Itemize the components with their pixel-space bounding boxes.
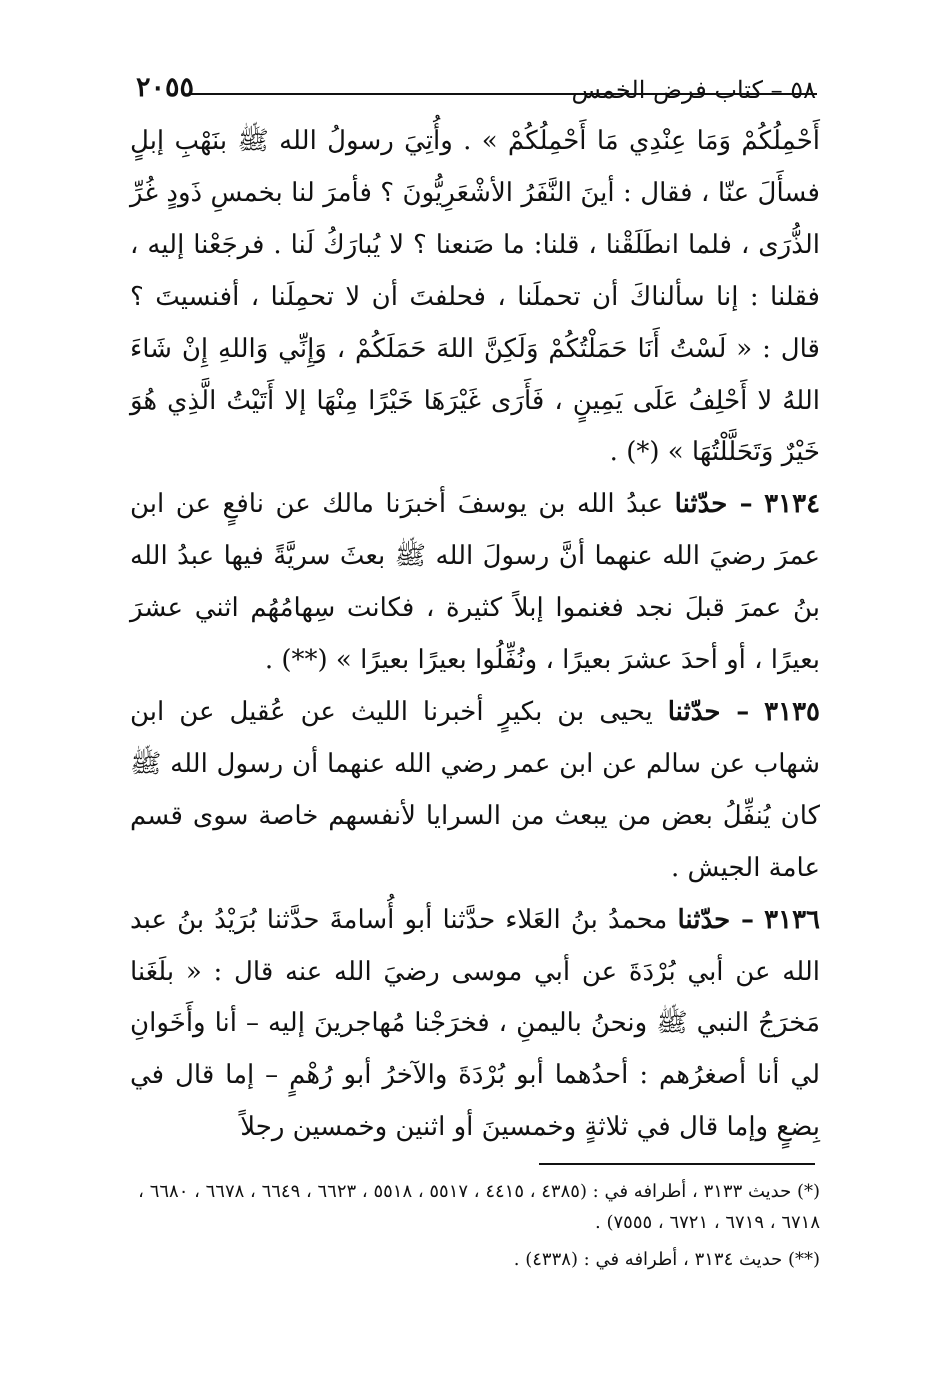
hadith-text: محمدُ بنُ العَلاء حدَّثنا أبو أُسامةَ حدَّثنا بُرَيْدُ بنُ عبد الله عن أبي بُرْدَةَ عن أبي موسى رضيَ الله عنه قال : « بلَغَنا مَخرَجُ النبي ﷺ ونحنُ باليمنِ ، فخرَجْنا مُهاجرينَ إليه – أنا وأَخَوانِ لي أنا أصغرُهم : أحدُهما أبو بُرْدَةَ والآخرُ أبو رُهْمٍ – إما قال في بِضعٍ وإما قال في ثلاثةٍ وخمسينَ أو اثنين وخمسين رجلاً: [130, 904, 820, 1143]
hadith-text: عبدُ الله بن يوسفَ أخبرَنا مالك عن نافعٍ عن ابن عمرَ رضيَ الله عنهما أنَّ رسولَ الله ﷺ بعثَ سريَّةً فيها عبدُ الله بنُ عمرَ قبلَ نجد فغنموا إبلاً كثيرة ، فكانت سِهامُهُم اثني عشرَ بعيرًا ، أو أحدَ عشرَ بعيرًا ، ونُفِّلُوا بعيرًا بعيرًا » (**) .: [130, 489, 820, 676]
footnote-2: (**) حديث ٣١٣٤ ، أطرافه في : (٤٣٣٨) .: [513, 1249, 820, 1270]
continued-paragraph: أَحْمِلُكُمْ وَمَا عِنْدِي مَا أَحْمِلُكُمْ » . وأُتِيَ رسولُ الله ﷺ بنَهْبِ إبلٍ فسأَلَ عنّا ، فقال : أينَ النَّفَرُ الأشْعَرِيُّونَ ؟ فأمرَ لنا بخمسِ ذَودٍ غُرِّ الذُّرَى ، فلما انطَلَقْنا ، قلنا: ما صَنعنا ؟ لا يُبارَكُ لَنا . فرجَعْنا إليه ، فقلنا : إنا سألناكَ أن تحملَنا ، فحلفتَ أن لا تحمِلَنا ، أفنسيتَ ؟ قال : « لَسْتُ أَنَا حَمَلْتُكُمْ وَلَكِنَّ اللهَ حَمَلَكُمْ ، وَإِنِّي وَاللهِ إِنْ شَاءَ اللهُ لا أَحْلِفُ عَلَى يَمِينٍ ، فَأَرَى غَيْرَهَا خَيْرًا مِنْهَا إلا أَتَيْتُ الَّذِي هُوَ خَيْرٌ وَتَحَلَّلْتُهَا » (*) .: [130, 126, 820, 468]
hadith-number: ٣١٣٦: [764, 904, 821, 935]
footnote-rule: [539, 1163, 815, 1165]
hadith-number: ٣١٣٥: [764, 696, 821, 727]
footnote-1: (*) حديث ٣١٣٣ ، أطرافه في : (٤٣٨٥ ، ٤٤١٥ ، ٥٥١٧ ، ٥٥١٨ ، ٦٦٢٣ ، ٦٦٤٩ ، ٦٦٧٨ ، ٦٦٨٠ ، ٦٧١٨ ، ٦٧١٩ ، ٦٧٢١ ، ٧٥٥٥) .: [138, 1181, 820, 1233]
hadith-number: ٣١٣٤: [764, 489, 821, 520]
hadith-3134: [130, 479, 820, 687]
header-rule: [190, 93, 817, 95]
hadith-haddathana: – حدّثنا: [667, 696, 750, 727]
page-number: ٢٠٥٥: [136, 72, 195, 103]
hadith-3135: [130, 687, 820, 895]
main-text: [130, 116, 820, 1154]
hadith-haddathana: – حدّثنا: [677, 904, 755, 935]
footnotes: [130, 1176, 820, 1281]
hadith-3136: [130, 895, 820, 1155]
hadith-text: يحيى بن بكيرٍ أخبرنا الليث عن عُقيل عن ابن شهاب عن سالم عن ابن عمر رضي الله عنهما أن رسول الله ﷺ كان يُنفِّلُ بعض من يبعث من السرايا لأنفسهم خاصة سوى قسم عامة الجيش .: [130, 696, 820, 883]
page-header: [136, 72, 816, 112]
chapter-title: ٥٨ – كتاب فرض الخمس: [571, 76, 816, 104]
hadith-haddathana: – حدّثنا: [674, 489, 753, 520]
